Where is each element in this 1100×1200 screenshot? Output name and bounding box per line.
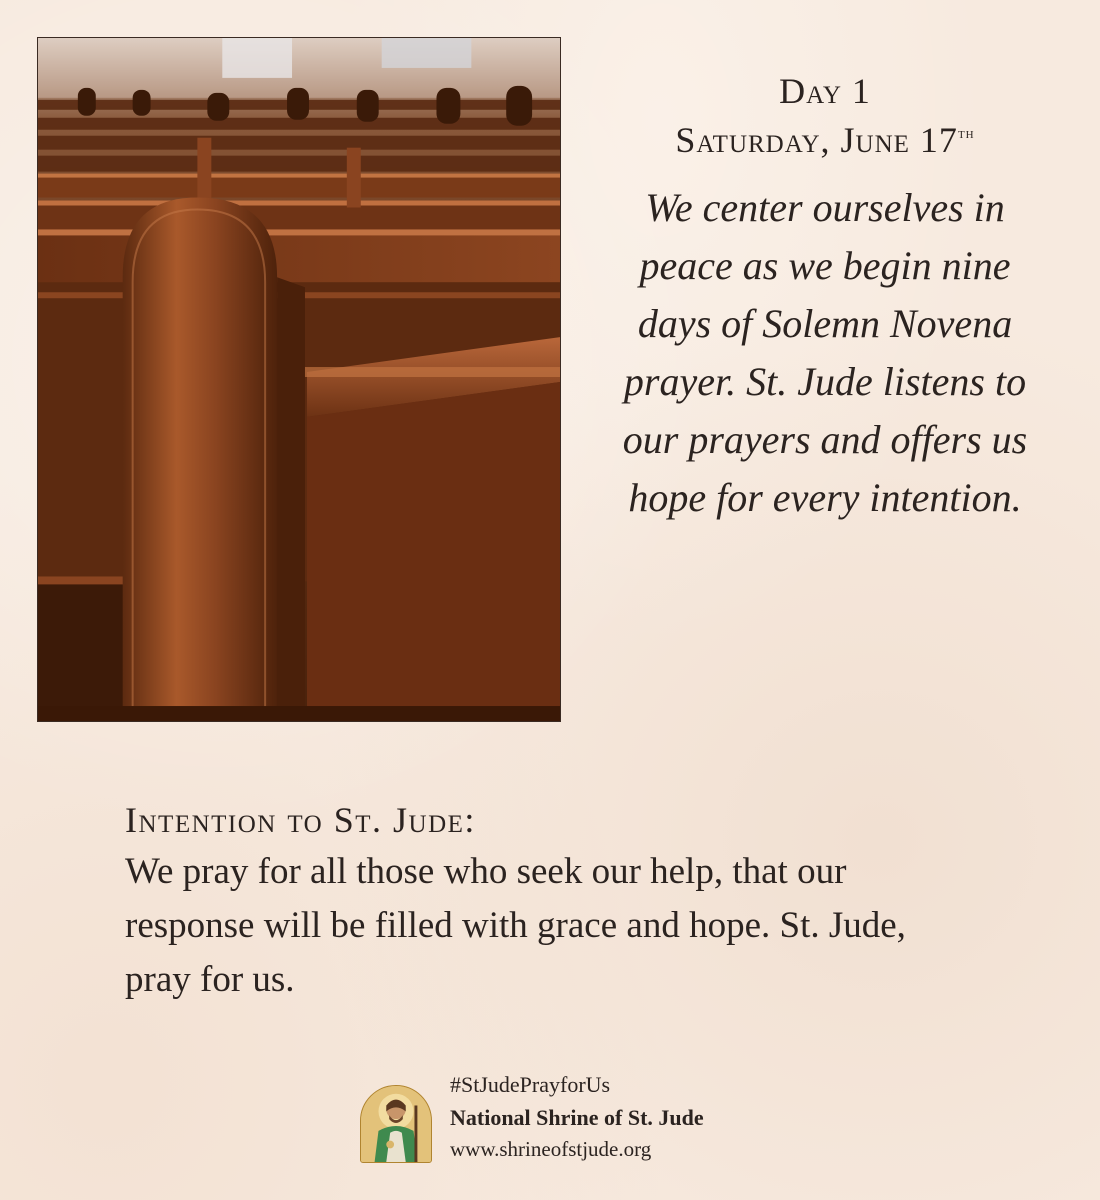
reflection-line: our prayers and offers us [622,417,1028,463]
reflection-line: prayer. St. Jude listens to [623,359,1027,405]
reflection-text [600,179,1050,527]
hashtag: #StJudePrayforUs [450,1072,611,1097]
intention-heading: Intention to St. Jude: [125,800,476,840]
website-link[interactable]: www.shrineofstjude.org [450,1137,652,1161]
reflection-line: peace as we begin nine [639,243,1011,289]
intention-section [125,795,1025,1007]
reflection-line: days of Solemn Novena [637,301,1013,347]
reflection-line: hope for every intention. [628,475,1022,521]
intention-text [125,845,1025,1007]
intention-line: pray for us. [125,959,295,1000]
church-pews-photo [37,37,561,722]
org-name: National Shrine of St. Jude [450,1105,704,1130]
day-date [600,113,1050,167]
day-date-suffix: th [957,125,975,143]
footer [360,1068,780,1168]
st-jude-icon [360,1085,432,1163]
day-date-main: Saturday, June 17 [675,120,958,161]
church-pews-illustration [38,38,560,721]
day-header [600,70,1050,527]
intention-line: We pray for all those who seek our help, that our [125,851,847,892]
day-number: Day 1 [779,71,871,111]
footer-text [450,1068,704,1164]
reflection-line: We center ourselves in [645,185,1005,231]
intention-line: response will be filled with grace and hope. St. Jude, [125,905,906,946]
